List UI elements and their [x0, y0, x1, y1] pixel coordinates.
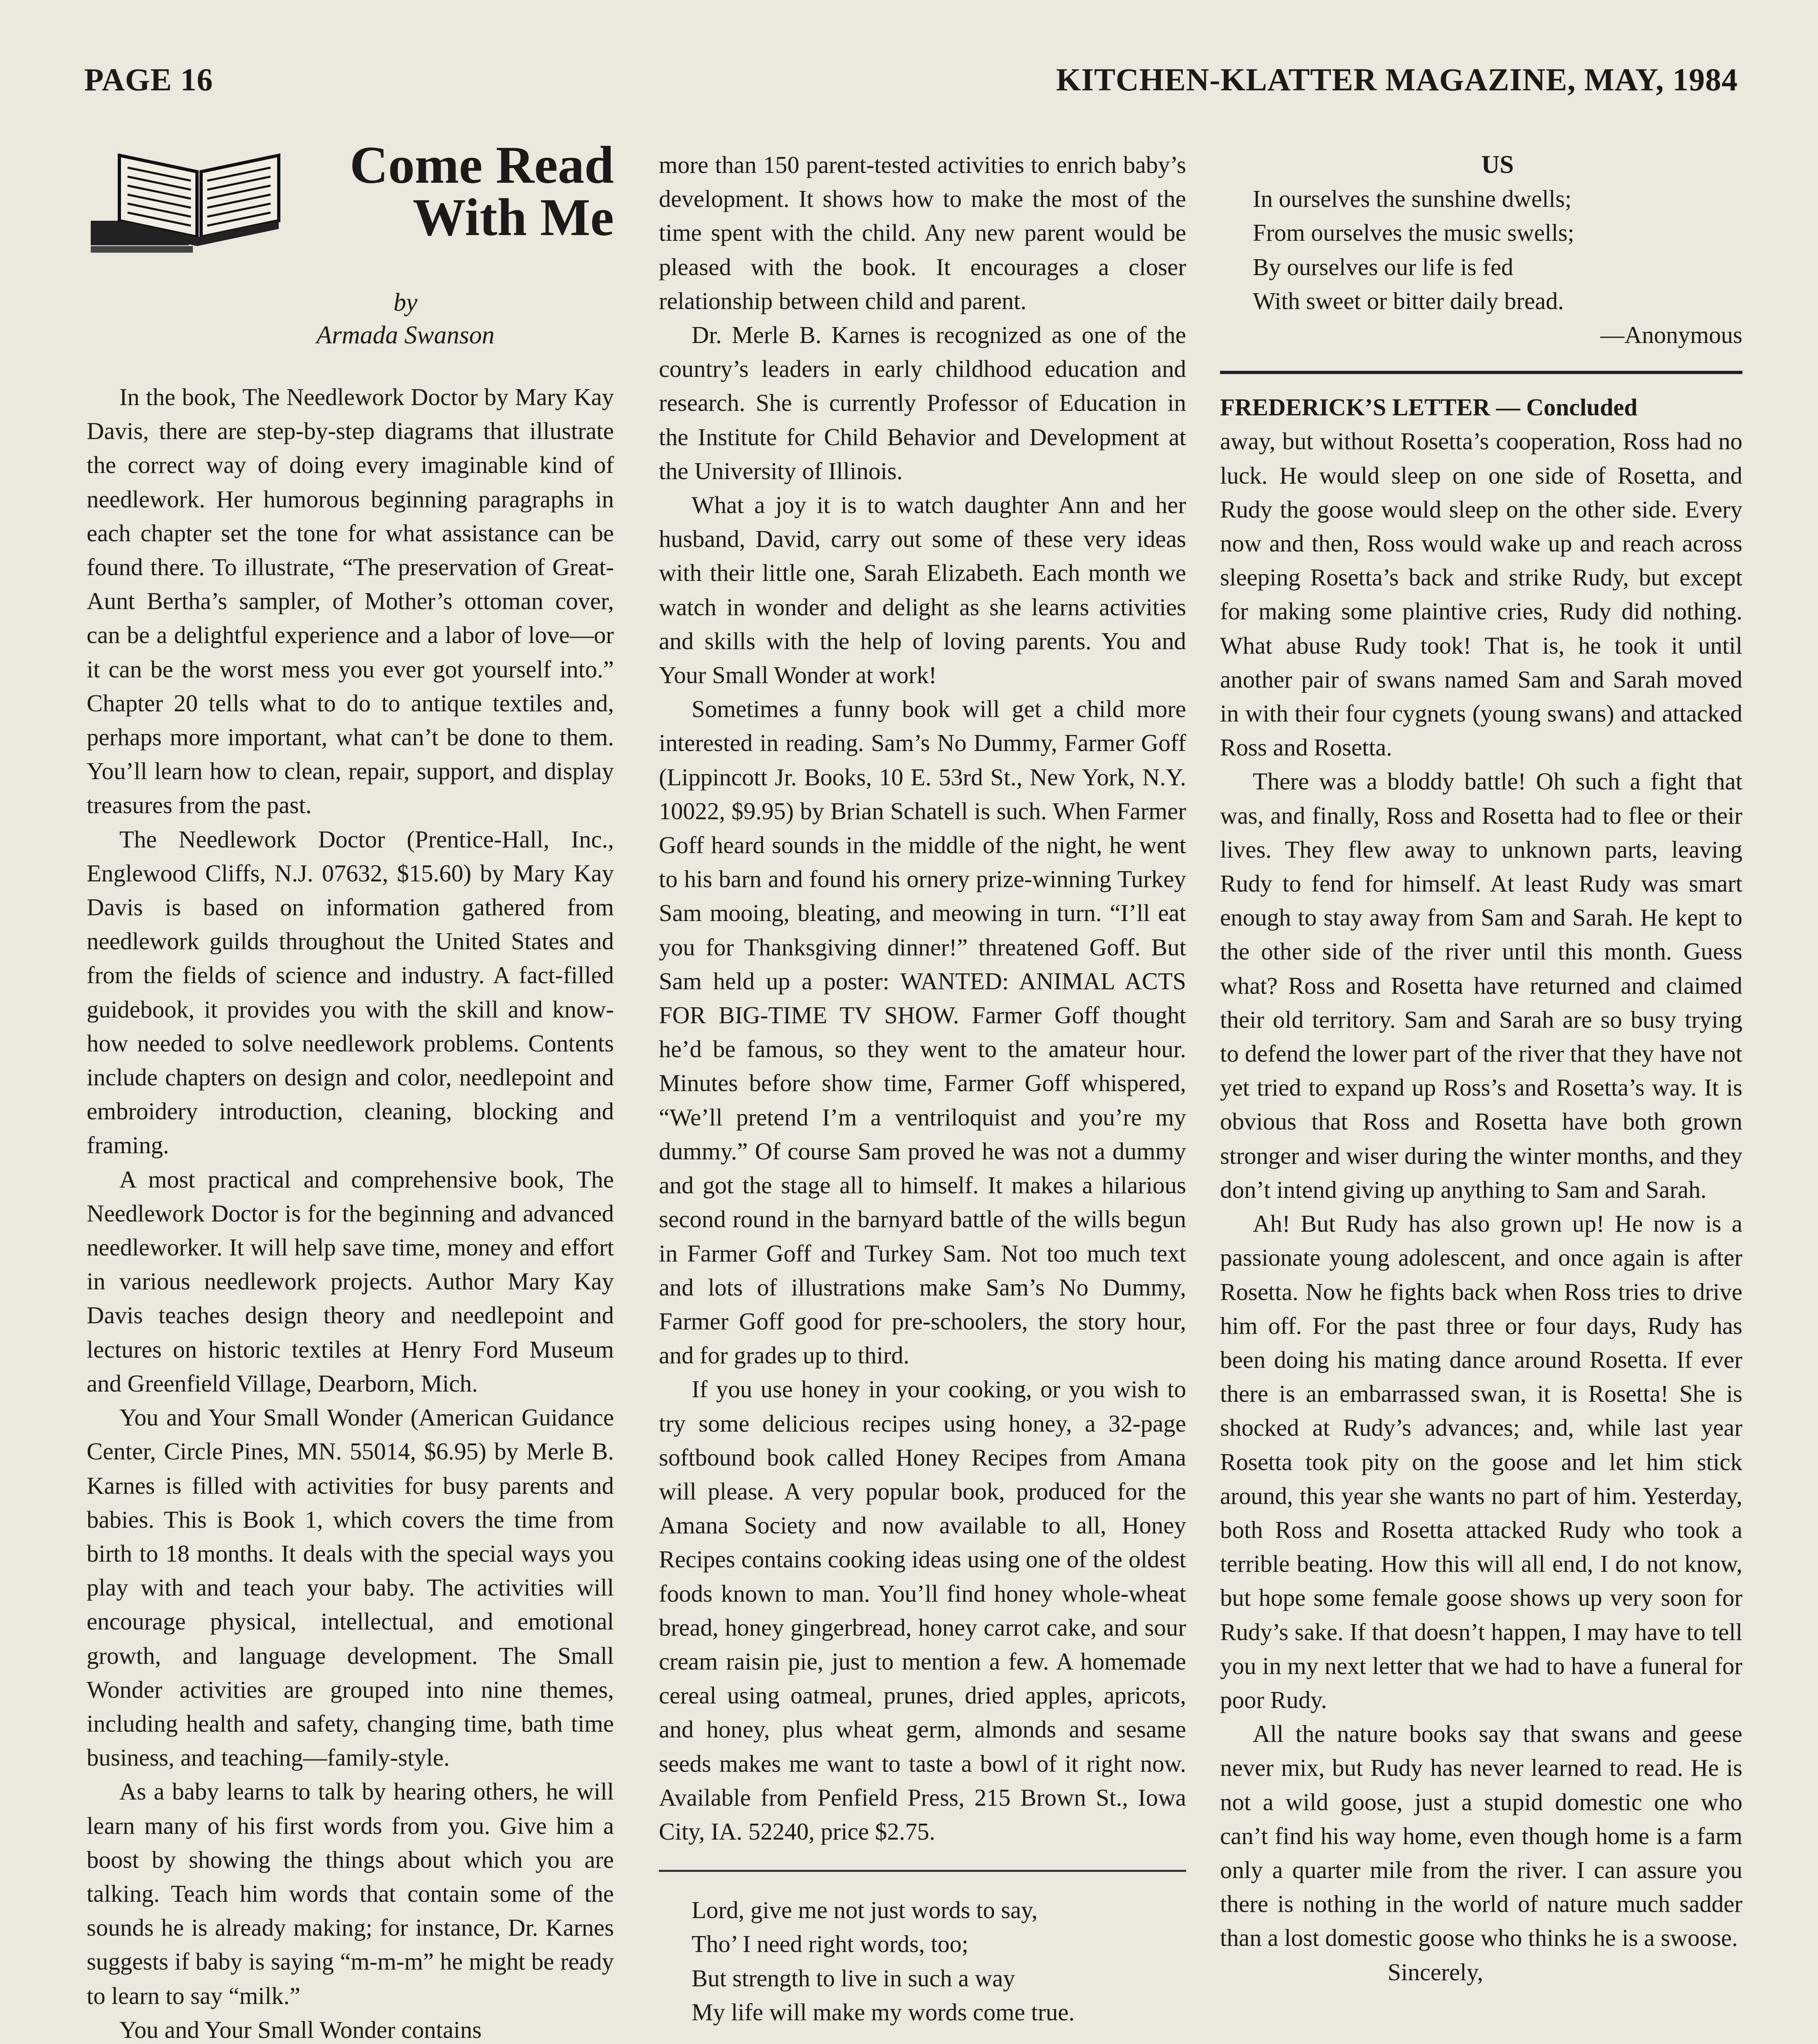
poem-line: From ourselves the music swells; — [1253, 219, 1574, 247]
poem-attribution: —Anonymous — [1600, 321, 1742, 349]
continued-heading: FREDERICK’S LETTER — Concluded — [1220, 394, 1638, 421]
page-number: PAGE 16 — [84, 62, 213, 97]
paragraph: You and Your Small Wonder contains — [119, 2016, 482, 2043]
poem-line: By ourselves our life is fed — [1253, 253, 1514, 280]
paragraph: Ah! But Rudy has also grown up! He now is a passionate young adolescent, and once again is after Rosetta. Now he fights back when Ross tries to drive him off. For the past three or four days, Rudy has been doing his mating dance around Rosetta. If ever there is an embarrassed swan, it is Rosetta! She is shocked at Rudy’s advances; and, while last year Rosetta took pity on the goose and let him stick around, this year she wants no part of him. Yesterday, both Ross and Rosetta attacked Rudy who took a terrible beating. How this will all end, I do not know, but hope some female goose shows up very soon for Rudy’s sake. If that doesn’t happen, I may have to tell you in my next letter that we had to have a funeral for poor Rudy. — [1220, 1210, 1742, 1713]
column-middle — [659, 148, 1186, 2029]
poem-title: US — [1481, 151, 1514, 179]
column-right — [1220, 148, 1742, 1989]
divider — [1220, 371, 1742, 374]
article-title-block — [87, 135, 618, 380]
paragraph: In the book, The Needlework Doctor by Mary Kay Davis, there are step-by-step diagrams that illustrate the correct way of doing every imaginable kind of needlework. Her humorous beginning paragraphs in each chapter set the tone for what assistance can be found there. To illustrate, “The preservation of Great-Aunt Bertha’s sampler, of Mother’s ottoman cover, can be a delightful experience and a labor of love—or it can be the worst mess you ever got yourself into.” Chapter 20 tells what to do to antique textiles and, perhaps more important, what can’t be done to them. You’ll learn how to clean, repair, support, and display treasures from the past. — [87, 383, 614, 819]
author-name: Armada Swanson — [316, 321, 495, 349]
paragraph: more than 150 parent-tested activities to enrich baby’s development. It shows how to make the most of the time spent with the child. Any new parent would be pleased with the book. It encourages a closer relationship between child and parent. — [659, 151, 1186, 314]
poem-line: With sweet or bitter daily bread. — [1253, 287, 1564, 314]
paragraph: Sometimes a funny book will get a child more interested in reading. Sam’s No Dummy, Farmer Goff (Lippincott Jr. Books, 10 E. 53rd St., New York, N.Y. 10022, $9.95) by Brian Schatell is such. When Farmer Goff heard sounds in the middle of the night, he went to his barn and found his ornery prize-winning Turkey Sam mooing, bleating, and meowing in turn. “I’ll eat you for Thanksgiving dinner!” threatened Goff. But Sam held up a poster: WANTED: ANIMAL ACTS FOR BIG-TIME TV SHOW. Farmer Goff thought he’d be famous, so they went to the amateur hour. Minutes before show time, Farmer Goff whispered, “We’ll pretend I’m a ventriloquist and you’re my dummy.” Of course Sam proved he was not a dummy and got the stage all to himself. It makes a hilarious second round in the barnyard battle of the wills begun in Farmer Goff and Turkey Sam. Not too much text and lots of illustrations make Sam’s No Dummy, Farmer Goff good for pre-schoolers, the story hour, and for grades up to third. — [659, 695, 1186, 1369]
paragraph: The Needlework Doctor (Prentice-Hall, Inc., Englewood Cliffs, N.J. 07632, $15.60) by Mary Kay Davis is based on information gathered from needlework guilds throughout the United States and from the fields of science and industry. A fact-filled guidebook, it provides you with the skill and know-how needed to solve needlework problems. Contents include chapters on design and color, needlepoint and embroidery introduction, cleaning, blocking and framing. — [87, 825, 614, 1159]
verse-line: Lord, give me not just words to say, — [692, 1896, 1038, 1924]
verse — [659, 1893, 1186, 2029]
paragraph: There was a bloddy battle! Oh such a fight that was, and finally, Ross and Rosetta had to flee or their lives. They flew away to unknown parts, leaving Rudy to fend for himself. At least Rudy was smart enough to stay away from Sam and Sarah. He kept to the other side of the river until this month. Guess what? Ross and Rosetta have returned and claimed their old territory. Sam and Sarah are so busy trying to defend the lower part of the river that they have not yet tried to expand up Ross’s and Rosetta’s way. It is obvious that Ross and Rosetta have both grown stronger and wiser during the winter months, and they don’t intend giving up anything to Sam and Sarah. — [1220, 768, 1742, 1203]
paragraph: Dr. Merle B. Karnes is recognized as one of the country’s leaders in early childhood education and research. She is currently Professor of Education in the Institute for Child Behavior and Development at the University of Illinois. — [659, 321, 1186, 484]
paragraph: If you use honey in your cooking, or you wish to try some delicious recipes using honey, a 32-page softbound book called Honey Recipes from Amana will please. A very popular book, produced for the Amana Society and now available to all, Honey Recipes contains cooking ideas using one of the oldest foods known to man. You’ll find honey whole-wheat bread, honey gingerbread, honey carrot cake, and sour cream raisin pie, just to mention a few. A homemade cereal using oatmeal, prunes, dried apples, apricots, and honey, plus wheat germ, almonds and sesame seeds makes me want to taste a bowl of it right now. Available from Penfield Press, 215 Brown St., Iowa City, IA. 52240, price $2.75. — [659, 1376, 1186, 1845]
verse-line: My life will make my words come true. — [692, 1998, 1075, 2026]
paragraph: What a joy it is to watch daughter Ann and her husband, David, carry out some of these very ideas with their little one, Sarah Elizabeth. Each month we watch in wonder and delight as she learns activities and skills with the help of loving parents. You and Your Small Wonder at work! — [659, 491, 1186, 689]
poem-line: In ourselves the sunshine dwells; — [1253, 185, 1572, 213]
divider — [659, 1870, 1186, 1872]
paragraph: A most practical and comprehensive book, The Needlework Doctor is for the beginning and advanced needleworker. It will help save time, money and effort in various needlework projects. Author Mary Kay Davis teaches design theory and needlepoint and lectures on historic textiles at Henry Ford Museum and Greenfield Village, Dearborn, Mich. — [87, 1165, 614, 1397]
magazine-issue: KITCHEN-KLATTER MAGAZINE, MAY, 1984 — [1056, 62, 1738, 97]
verse-line: Tho’ I need right words, too; — [692, 1930, 969, 1958]
paragraph: As a baby learns to talk by hearing others, he will learn many of his first words from you. Give him a boost by showing the things about which you are talking. Teach him words that contain some of the sounds he is already making; for instance, Dr. Karnes suggests if baby is saying “m-m-m” he might be ready to learn to say “milk.” — [87, 1778, 614, 2009]
paragraph: All the nature books say that swans and geese never mix, but Rudy has never learned to read. He is not a wild goose, just a stupid domestic one who can’t find his way home, even though home is a farm only a quarter mile from the river. I can assure you there is nothing in the world of nature much sadder than a lost domestic goose who thinks he is a swoose. — [1220, 1720, 1742, 1952]
byline: by Armada Swanson — [299, 286, 512, 352]
open-book-icon — [87, 139, 316, 262]
column-left — [87, 380, 614, 2044]
paragraph: away, but without Rosetta’s cooperation, Ross had no luck. He would sleep on one side of Rosetta, and Rudy the goose would sleep on the other side. Every now and then, Ross would wake up and reach across sleeping Rosetta’s back and strike Rudy, but except for making some plaintive cries, Rudy did nothing. What abuse Rudy took! That is, he took it until another pair of swans named Sam and Sarah moved in with their four cygnets (young swans) and attacked Ross and Rosetta. — [1220, 428, 1742, 761]
article-title: Come Read With Me — [349, 136, 614, 247]
closing: Sincerely, — [1388, 1958, 1483, 1986]
paragraph: You and Your Small Wonder (American Guidance Center, Circle Pines, MN. 55014, $6.95) by Merle B. Karnes is filled with activities for busy parents and babies. This is Book 1, which covers the time from birth to 18 months. It deals with the special ways you play with and teach your baby. The activities will encourage physical, intellectual, and emotional growth, and language development. The Small Wonder activities are grouped into nine themes, including health and safety, changing time, bath time business, and teaching—family-style. — [87, 1404, 614, 1771]
verse-line: But strength to live in such a way — [692, 1964, 1015, 1992]
